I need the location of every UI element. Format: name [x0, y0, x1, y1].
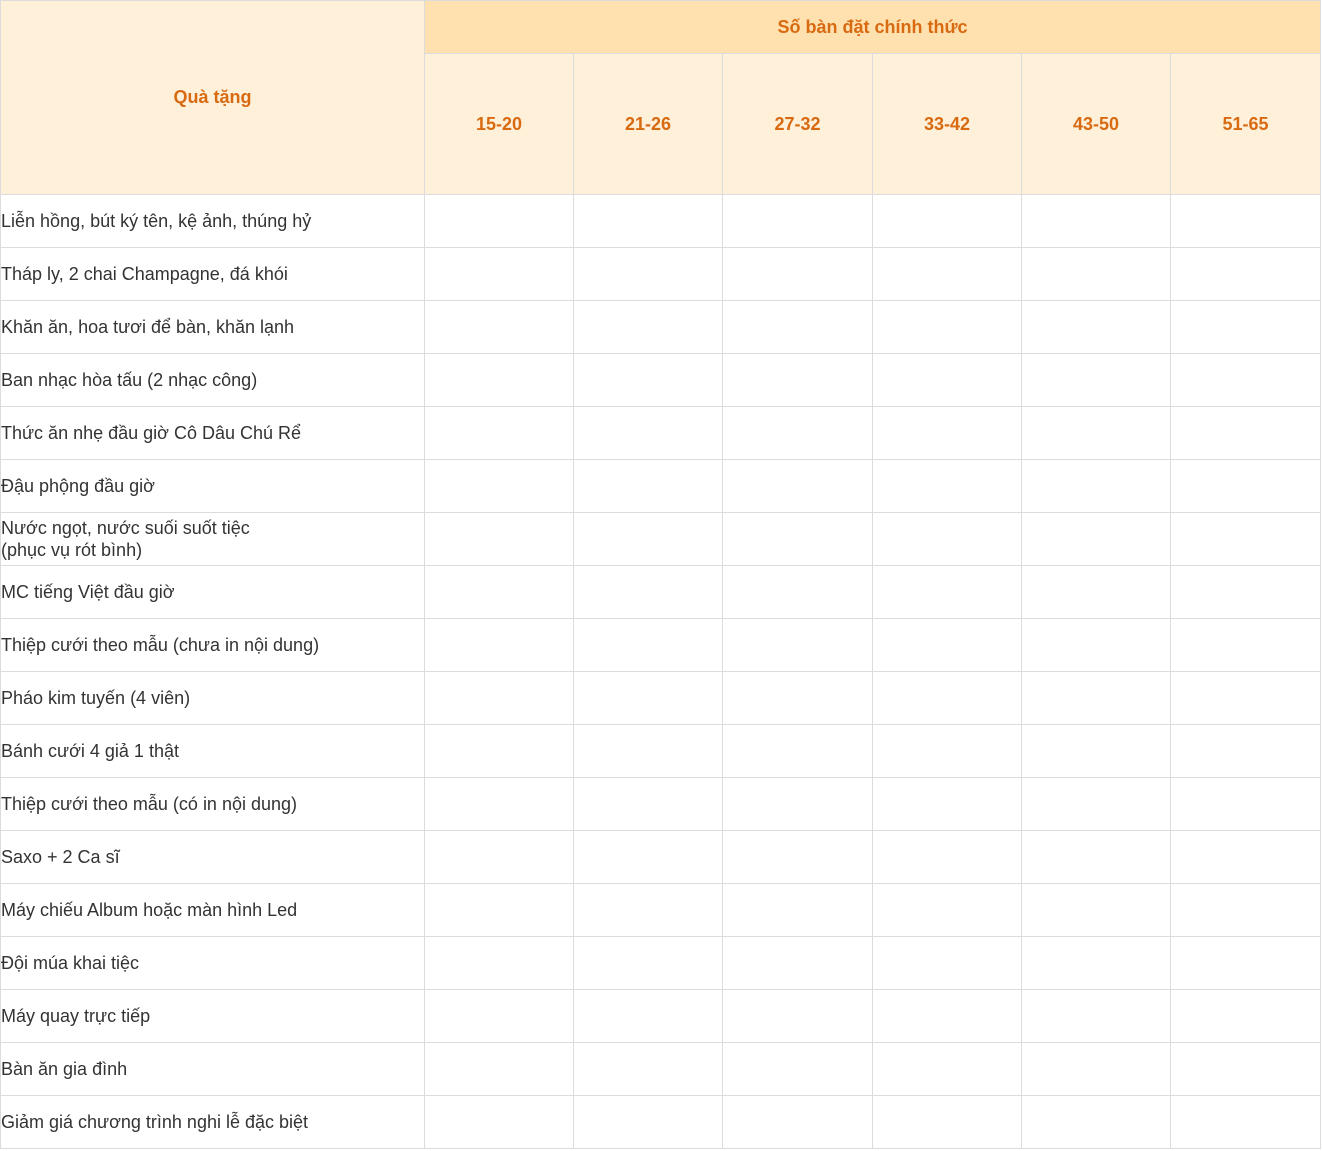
gift-cell: [723, 248, 873, 301]
gift-cell: [425, 248, 574, 301]
gift-cell: [574, 1096, 723, 1149]
gift-cell: [425, 884, 574, 937]
table-row: [1, 460, 1321, 513]
gift-cell: [1022, 937, 1171, 990]
gift-cell: [574, 990, 723, 1043]
gift-cell: [425, 407, 574, 460]
gift-name-cell: [1, 1096, 425, 1149]
gift-cell: [1022, 354, 1171, 407]
gift-name-label: Ban nhạc hòa tấu (2 nhạc công): [1, 370, 258, 390]
gift-name-cell: [1, 354, 425, 407]
gift-name-cell: [1, 1043, 425, 1096]
gift-table-body: [1, 195, 1321, 1149]
gift-cell: [425, 672, 574, 725]
gift-name-label: Khăn ăn, hoa tươi để bàn, khăn lạnh: [1, 317, 295, 337]
gift-cell: [723, 460, 873, 513]
gift-cell: [1022, 407, 1171, 460]
gift-name-label: Bàn ăn gia đình: [1, 1059, 128, 1079]
gift-cell: [723, 1043, 873, 1096]
gift-name-cell: [1, 937, 425, 990]
gift-cell: [723, 513, 873, 566]
gift-cell: [1171, 195, 1321, 248]
gift-cell: [873, 1043, 1022, 1096]
gift-cell: [1022, 778, 1171, 831]
gift-cell: [873, 831, 1022, 884]
gift-cell: [1171, 354, 1321, 407]
gift-cell: [425, 990, 574, 1043]
gift-cell: [1022, 725, 1171, 778]
table-row: [1, 990, 1321, 1043]
gift-name-cell: [1, 778, 425, 831]
gift-cell: [574, 195, 723, 248]
gift-cell: [425, 301, 574, 354]
gift-cell: [1171, 1043, 1321, 1096]
gift-name-cell: [1, 195, 425, 248]
gift-cell: [425, 354, 574, 407]
table-row: [1, 1043, 1321, 1096]
gift-cell: [574, 301, 723, 354]
gift-cell: [1171, 672, 1321, 725]
gift-cell: [1022, 990, 1171, 1043]
gift-cell: [1171, 566, 1321, 619]
gift-cell: [873, 513, 1022, 566]
gift-name-cell: [1, 248, 425, 301]
gift-name-label: Pháo kim tuyến (4 viên): [1, 688, 191, 708]
gift-cell: [873, 301, 1022, 354]
gift-name-label: MC tiếng Việt đầu giờ: [1, 582, 175, 602]
gift-cell: [873, 619, 1022, 672]
gift-name-label: Tháp ly, 2 chai Champagne, đá khói: [1, 264, 288, 284]
range-header-15-20: 15-20: [425, 54, 574, 195]
gift-cell: [1022, 1043, 1171, 1096]
gift-cell: [425, 460, 574, 513]
gift-cell: [873, 672, 1022, 725]
gift-cell: [723, 725, 873, 778]
gift-name-label: Máy quay trực tiếp: [1, 1006, 151, 1026]
gift-name-cell: [1, 460, 425, 513]
gift-cell: [1022, 566, 1171, 619]
gift-cell: [873, 990, 1022, 1043]
gift-cell: [574, 937, 723, 990]
table-row: [1, 354, 1321, 407]
gift-cell: [873, 566, 1022, 619]
gift-name-cell: [1, 990, 425, 1043]
table-row: [1, 1096, 1321, 1149]
gift-cell: [425, 566, 574, 619]
gift-cell: [425, 937, 574, 990]
gift-cell: [723, 990, 873, 1043]
gift-cell: [1022, 672, 1171, 725]
gift-cell: [574, 248, 723, 301]
gift-cell: [425, 195, 574, 248]
gift-cell: [723, 354, 873, 407]
gift-cell: [1171, 248, 1321, 301]
table-count-group-header: Số bàn đặt chính thức: [425, 1, 1321, 54]
gift-cell: [873, 884, 1022, 937]
table-row: [1, 566, 1321, 619]
gift-cell: [574, 566, 723, 619]
gift-name-cell: [1, 672, 425, 725]
table-row: [1, 778, 1321, 831]
gift-cell: [723, 831, 873, 884]
gift-cell: [574, 354, 723, 407]
gift-cell: [1171, 619, 1321, 672]
gift-cell: [1171, 831, 1321, 884]
gift-name-cell: [1, 884, 425, 937]
gift-name-label: Thiệp cưới theo mẫu (có in nội dung): [1, 794, 298, 814]
gift-cell: [1171, 513, 1321, 566]
gift-cell: [1171, 1096, 1321, 1149]
gift-cell: [873, 354, 1022, 407]
gift-cell: [574, 778, 723, 831]
gift-cell: [1171, 884, 1321, 937]
gift-cell: [873, 460, 1022, 513]
gift-cell: [574, 460, 723, 513]
gift-cell: [723, 301, 873, 354]
gift-name-label: Nước ngọt, nước suối suốt tiệc: [1, 518, 250, 538]
gift-cell: [574, 884, 723, 937]
table-row: [1, 725, 1321, 778]
gift-cell: [574, 407, 723, 460]
gift-cell: [873, 248, 1022, 301]
gift-cell: [574, 619, 723, 672]
gift-name-cell: [1, 407, 425, 460]
gift-cell: [1171, 937, 1321, 990]
gift-name-cell: [1, 619, 425, 672]
gift-name-cell: [1, 301, 425, 354]
gift-name-label: Đội múa khai tiệc: [1, 953, 140, 973]
gift-cell: [1171, 301, 1321, 354]
gift-cell: [425, 725, 574, 778]
gift-name-label: Giảm giá chương trình nghi lễ đặc biệt: [1, 1112, 309, 1132]
gift-cell: [425, 778, 574, 831]
gift-cell: [574, 1043, 723, 1096]
table-row: [1, 937, 1321, 990]
gift-cell: [723, 672, 873, 725]
gift-name-cell: [1, 831, 425, 884]
gift-cell: [425, 513, 574, 566]
range-header-51-65: 51-65: [1171, 54, 1321, 195]
gift-cell: [1171, 460, 1321, 513]
range-header-21-26: 21-26: [574, 54, 723, 195]
gift-cell: [873, 407, 1022, 460]
table-row: [1, 619, 1321, 672]
gift-cell: [723, 407, 873, 460]
gift-cell: [425, 1043, 574, 1096]
table-row: [1, 301, 1321, 354]
gift-cell: [723, 884, 873, 937]
gift-name-label: Đậu phộng đầu giờ: [1, 476, 155, 496]
gift-cell: [1022, 513, 1171, 566]
gift-column-header: Quà tặng: [1, 1, 425, 195]
gift-name-label: Liễn hồng, bút ký tên, kệ ảnh, thúng hỷ: [1, 211, 312, 231]
gift-cell: [873, 195, 1022, 248]
gift-cell: [723, 195, 873, 248]
gift-cell: [873, 937, 1022, 990]
gift-cell: [873, 778, 1022, 831]
gift-cell: [723, 1096, 873, 1149]
table-row: [1, 884, 1321, 937]
gift-name-label: Thức ăn nhẹ đầu giờ Cô Dâu Chú Rể: [1, 423, 302, 443]
gift-cell: [425, 1096, 574, 1149]
gift-name-cell: [1, 725, 425, 778]
gift-cell: [574, 513, 723, 566]
gift-cell: [425, 831, 574, 884]
gift-name-label: Máy chiếu Album hoặc màn hình Led: [1, 900, 298, 920]
gift-cell: [723, 937, 873, 990]
gift-cell: [1171, 990, 1321, 1043]
gift-cell: [1171, 725, 1321, 778]
gift-name-cell: [1, 513, 425, 566]
gift-cell: [1022, 301, 1171, 354]
table-row: [1, 248, 1321, 301]
gift-cell: [1022, 831, 1171, 884]
range-header-27-32: 27-32: [723, 54, 873, 195]
gift-cell: [723, 566, 873, 619]
range-header-33-42: 33-42: [873, 54, 1022, 195]
gift-cell: [873, 1096, 1022, 1149]
gift-name-label-secondary: (phục vụ rót bình): [1, 540, 143, 560]
table-row: [1, 672, 1321, 725]
table-row: [1, 195, 1321, 248]
table-row: [1, 831, 1321, 884]
gift-cell: [1022, 884, 1171, 937]
table-row: [1, 407, 1321, 460]
gift-name-label: Saxo + 2 Ca sĩ: [1, 847, 120, 867]
range-header-43-50: 43-50: [1022, 54, 1171, 195]
gift-cell: [574, 725, 723, 778]
gift-cell: [1022, 460, 1171, 513]
gift-cell: [723, 778, 873, 831]
gift-cell: [1022, 248, 1171, 301]
gift-name-label: Bánh cưới 4 giả 1 thật: [1, 741, 179, 761]
gift-cell: [1171, 407, 1321, 460]
gift-cell: [425, 619, 574, 672]
gift-cell: [1022, 619, 1171, 672]
gift-cell: [873, 725, 1022, 778]
gift-cell: [574, 672, 723, 725]
header-row-group: [1, 1, 1321, 54]
gift-cell: [723, 619, 873, 672]
gift-name-label: Thiệp cưới theo mẫu (chưa in nội dung): [1, 635, 320, 655]
table-row: [1, 513, 1321, 566]
gift-cell: [574, 831, 723, 884]
gift-name-cell: [1, 566, 425, 619]
gift-cell: [1171, 778, 1321, 831]
gift-cell: [1022, 195, 1171, 248]
gift-cell: [1022, 1096, 1171, 1149]
